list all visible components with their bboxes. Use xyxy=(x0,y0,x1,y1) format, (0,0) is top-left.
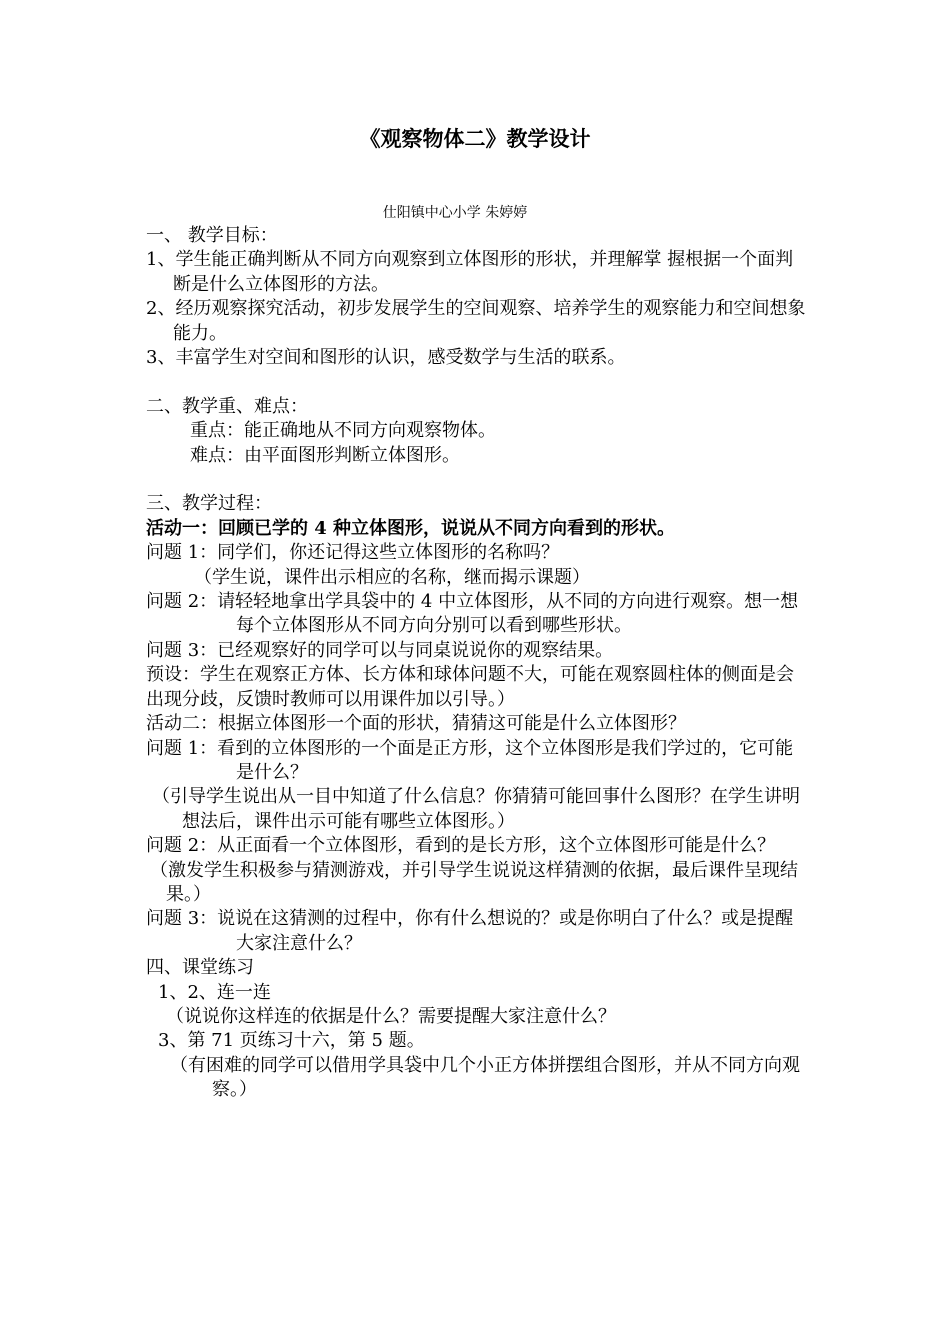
document-title: 《观察物体二》教学设计 xyxy=(359,126,591,151)
preset-note: 预设：学生在观察正方体、长方体和球体问题不大，可能在观察圆柱体的侧面是会出现分歧，反馈时教师可以用课件加以引导。） xyxy=(146,664,794,710)
exercise-3: 3、第 71 页练习十六，第 5 题。 xyxy=(158,1030,425,1052)
exercise-1-2: 1、2、连一连 xyxy=(158,981,271,1003)
activity-2-question-1: 问题 1：看到的立体图形的一个面是正方形，这个立体图形是我们学过的，它可能是什么？ xyxy=(146,737,794,783)
activity-1-question-1-note: （学生说，课件出示相应的名称，继而揭示课题） xyxy=(194,566,590,588)
key-point: 重点：能正确地从不同方向观察物体。 xyxy=(190,420,496,442)
blank-line xyxy=(146,370,810,394)
activity-1-question-3: 问题 3：已经观察好的同学可以与同桌说说你的观察结果。 xyxy=(146,639,614,661)
goals-heading: 一、 教学目标： xyxy=(146,225,278,246)
activity-1-heading: 活动一：回顾已学的 4 种立体图形，说说从不同方向看到的形状。 xyxy=(146,517,676,539)
activity-1-question-2: 问题 2：请轻轻地拿出学具袋中的 4 中立体图形，从不同的方向进行观察。想一想每个立体图形从不同方向分别可以看到哪些形状。 xyxy=(146,591,799,637)
key-heading: 二、教学重、难点： xyxy=(146,395,308,417)
activity-2-question-3: 问题 3：说说在这猜测的过程中，你有什么想说的？或是你明白了什么？或是提醒大家注意什么？ xyxy=(146,908,794,954)
activity-1-question-1: 问题 1：同学们，你还记得这些立体图形的名称吗？ xyxy=(146,542,560,564)
hard-point: 难点：由平面图形判断立体图形。 xyxy=(190,444,460,466)
blank-line xyxy=(146,468,810,492)
author-line: 仕阳镇中心小学 朱婷婷 xyxy=(382,205,528,221)
goal-3: 3、丰富学生对空间和图形的认识，感受数学与生活的联系。 xyxy=(146,347,626,369)
activity-2-question-2: 问题 2：从正面看一个立体图形，看到的是长方形，这个立体图形可能是什么？ xyxy=(146,835,776,857)
document-body xyxy=(146,224,810,1103)
process-heading: 三、教学过程： xyxy=(146,493,272,515)
goal-1: 1、学生能正确判断从不同方向观察到立体图形的形状，并理解掌 握根据一个面判断是什么立体图形的方法。 xyxy=(146,249,794,295)
activity-2-question-2-note: （激发学生积极参与猜测游戏，并引导学生说说这样猜测的依据，最后课件呈现结果。） xyxy=(150,859,798,905)
activity-2-heading: 活动二：根据立体图形一个面的形状，猜猜这可能是什么立体图形？ xyxy=(146,713,686,735)
exercise-1-2-note: （说说你这样连的依据是什么？需要提醒大家注意什么？ xyxy=(166,1005,616,1027)
goal-2: 2、经历观察探究活动，初步发展学生的空间观察、培养学生的观察能力和空间想象能力。 xyxy=(146,298,806,344)
exercise-3-note: （有困难的同学可以借用学具袋中几个小正方体拼摆组合图形，并从不同方向观察。） xyxy=(170,1054,800,1101)
activity-2-question-1-note: （引导学生说出从一目中知道了什么信息？你猜猜可能回事什么图形？在学生讲明想法后，课件出示可能有哪些立体图形。） xyxy=(152,786,800,832)
practice-heading: 四、课堂练习 xyxy=(146,957,254,979)
